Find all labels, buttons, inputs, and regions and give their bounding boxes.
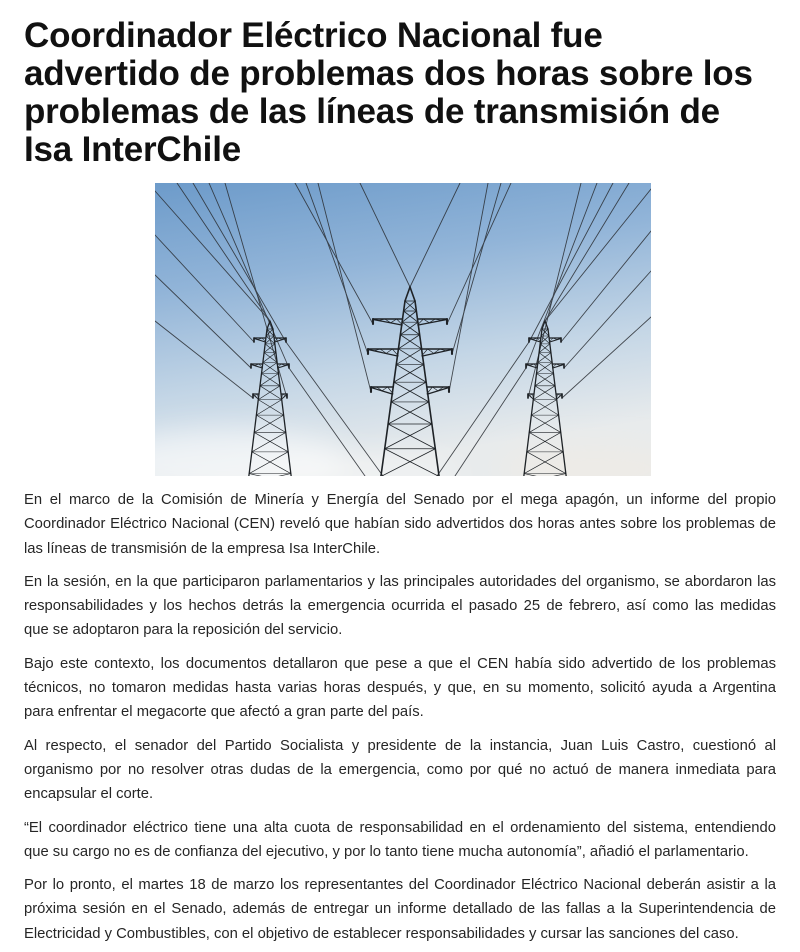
- quote-paragraph: [24, 816, 776, 865]
- article-content: [24, 0, 776, 952]
- headline-line: advertido de problemas dos horas sobre los: [24, 54, 753, 93]
- paragraph: [24, 570, 776, 643]
- paragraph-line: En la sesión, en la que participaron parlamentarios y las principales autoridades del organismo, se abordaron las: [24, 573, 776, 590]
- transmission-towers-photo: [155, 183, 651, 476]
- paragraph-line: responsabilidades y los hechos detrás la emergencia ocurrida el pasado 25 de febrero, así como las medidas: [24, 598, 776, 615]
- paragraph-line: técnicos, no tomaron medidas hasta varias horas después, y que, en su momento, solicitó ayuda a Argentina: [24, 680, 776, 697]
- paragraph-line: que se adoptaron para la reposición del servicio.: [24, 622, 343, 639]
- headline-line: Isa InterChile: [24, 130, 241, 169]
- paragraph-line: En el marco de la Comisión de Minería y Energía del Senado por el mega apagón, un informe del propio: [24, 492, 776, 508]
- article-image: [155, 183, 651, 476]
- article-body: [24, 488, 776, 946]
- paragraph-line: que su cargo no es de confianza del ejecutivo, y por lo tanto tiene mucha autonomía”, añadió el parlamentario.: [24, 843, 749, 860]
- paragraph-line: “El coordinador eléctrico tiene una alta cuota de responsabilidad en el ordenamiento del sistema, entendiendo: [24, 819, 776, 836]
- paragraph-line: Electricidad y Combustibles, con el objetivo de establecer responsabilidades y cursar las sanciones del caso.: [24, 925, 739, 942]
- headline: [24, 17, 776, 169]
- paragraph-line: Coordinador Eléctrico Nacional (CEN) reveló que habían sido advertidos dos horas antes sobre los problemas de: [24, 516, 776, 533]
- paragraph-line: encapsular el corte.: [24, 786, 154, 803]
- headline-line: Coordinador Eléctrico Nacional fue: [24, 16, 603, 55]
- paragraph-line: las líneas de transmisión de la empresa Isa InterChile.: [24, 540, 381, 557]
- headline-line: problemas de las líneas de transmisión de: [24, 92, 720, 131]
- paragraph-line: Bajo este contexto, los documentos detallaron que pese a que el CEN había sido advertido de los problemas: [24, 655, 776, 672]
- paragraph-line: Al respecto, el senador del Partido Socialista y presidente de la instancia, Juan Luis Castro, cuestionó al: [24, 737, 776, 754]
- paragraph: [24, 873, 776, 946]
- paragraph: [24, 652, 776, 725]
- paragraph-line: próxima sesión en el Senado, además de entregar un informe detallado de las fallas a la Superintendencia de: [24, 901, 776, 918]
- paragraph-line: organismo por no resolver otras dudas de la emergencia, como por qué no actuó de manera inmediata para: [24, 761, 776, 778]
- paragraph: [24, 734, 776, 807]
- paragraph-line: para enfrentar el megacorte que afectó a gran parte del país.: [24, 704, 424, 721]
- paragraph: [24, 488, 776, 561]
- paragraph-line: Por lo pronto, el martes 18 de marzo los representantes del Coordinador Eléctrico Nacional deberán asistir a la: [24, 877, 776, 894]
